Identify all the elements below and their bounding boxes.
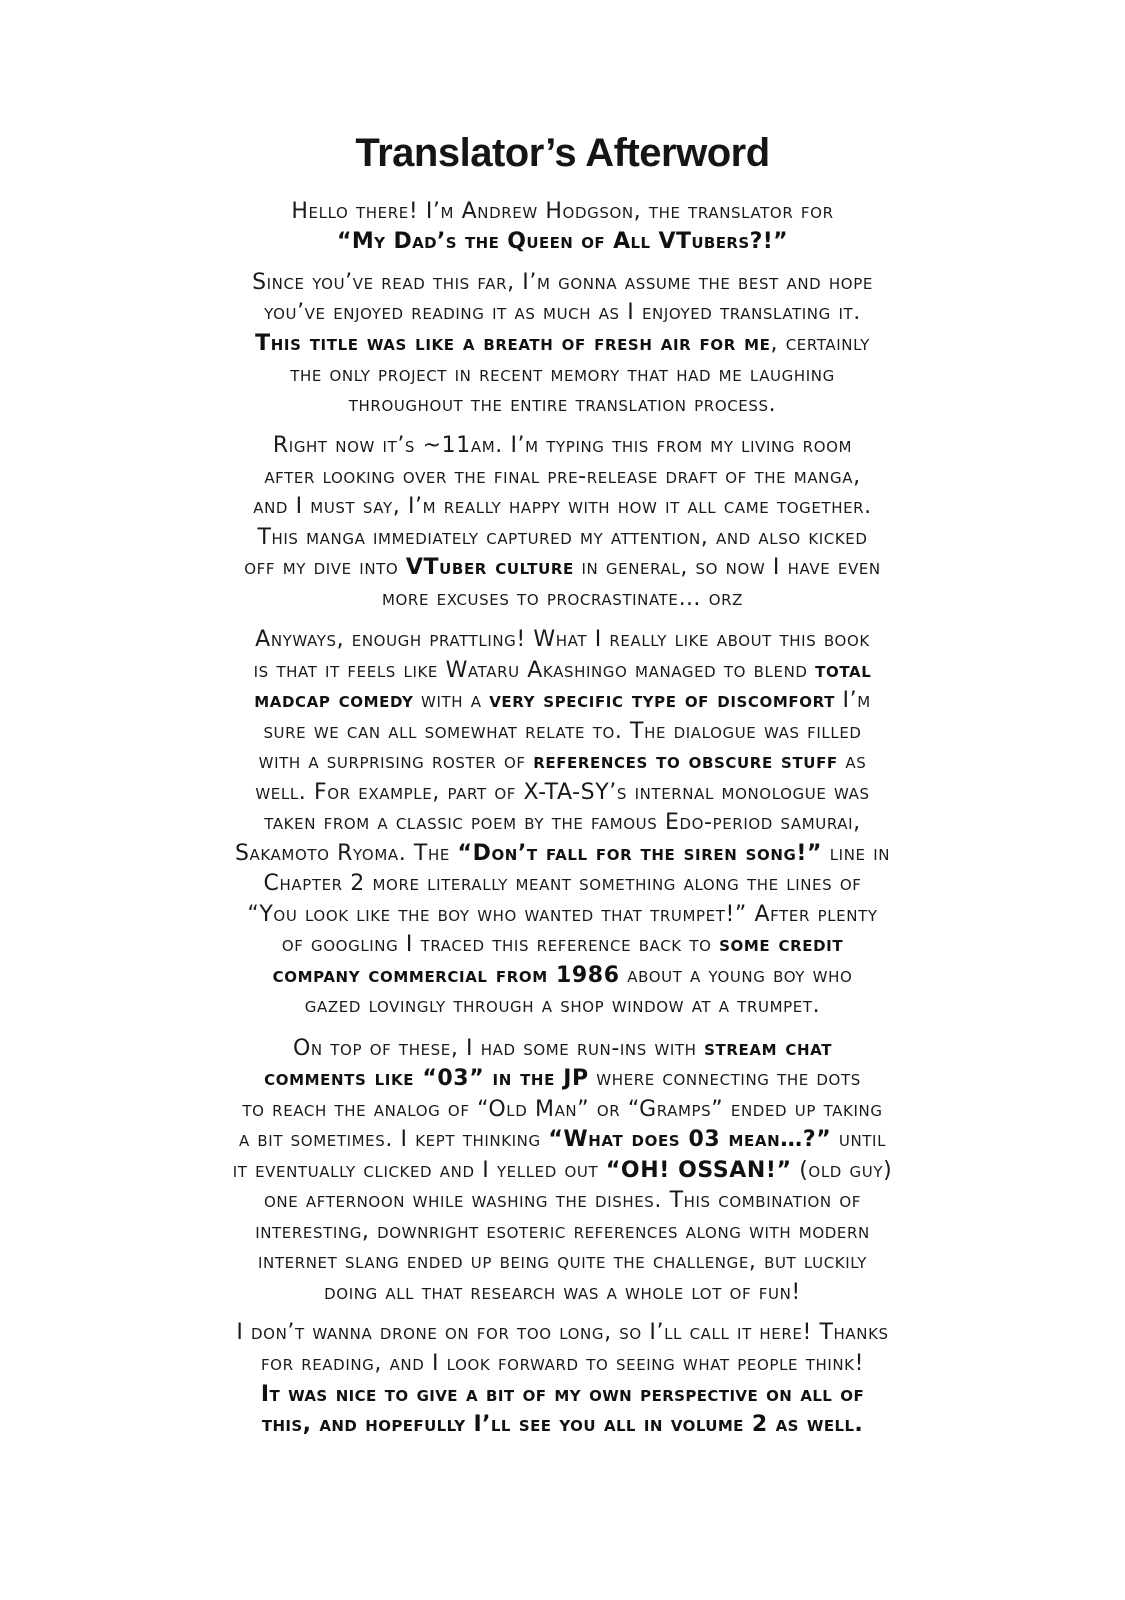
text-line bbox=[100, 961, 1025, 991]
text-line bbox=[100, 656, 1025, 686]
body-text: doing all that research was a whole lot of fun! bbox=[324, 1280, 801, 1305]
text-line bbox=[100, 1034, 1025, 1064]
text-line bbox=[100, 268, 1025, 298]
body-text: a bit sometimes. I kept thinking bbox=[238, 1127, 549, 1152]
body-text: Right now it’s ~11am. I’m typing this from my living room bbox=[272, 433, 853, 458]
emphasis-text: “My Dad’s the Queen of All VTubers?!” bbox=[336, 229, 789, 254]
body-text: I’m bbox=[834, 688, 871, 713]
text-line bbox=[100, 329, 1025, 359]
emphasis-text: “OH! OSSAN!” bbox=[605, 1158, 792, 1183]
body-text: Hello there! I’m Andrew Hodgson, the translator for bbox=[291, 199, 834, 224]
text-line bbox=[100, 227, 1025, 257]
body-text: “You look like the boy who wanted that trumpet!” After plenty bbox=[247, 902, 878, 927]
text-line bbox=[100, 1156, 1025, 1186]
text-line bbox=[100, 553, 1025, 583]
body-text: is that it feels like Wataru Akashingo managed to blend bbox=[253, 658, 816, 683]
text-line bbox=[100, 930, 1025, 960]
emphasis-text: “What does 03 mean…?” bbox=[548, 1127, 832, 1152]
emphasis-text: very specific type of discomfort bbox=[489, 688, 835, 713]
text-line bbox=[100, 1217, 1025, 1247]
body-text: in general, so now I have even bbox=[573, 555, 881, 580]
text-line bbox=[100, 462, 1025, 492]
text-line bbox=[100, 808, 1025, 838]
body-text: Sakamoto Ryoma. The bbox=[234, 841, 458, 866]
text-line bbox=[100, 584, 1025, 614]
body-text: you’ve enjoyed reading it as much as I enjoyed translating it. bbox=[264, 300, 861, 325]
page-title: Translator’s Afterword bbox=[355, 131, 770, 175]
body-text: one afternoon while washing the dishes. This combination of bbox=[264, 1188, 861, 1213]
emphasis-text: total bbox=[815, 658, 872, 683]
body-text: line in bbox=[822, 841, 891, 866]
emphasis-text: This title was like a breath of fresh air for me bbox=[255, 331, 771, 356]
text-line bbox=[100, 778, 1025, 808]
text-line bbox=[100, 1186, 1025, 1216]
body-text: as bbox=[837, 749, 867, 774]
text-line bbox=[100, 1278, 1025, 1308]
text-line bbox=[100, 900, 1025, 930]
emphasis-text: stream chat bbox=[704, 1036, 833, 1061]
body-text: well. For example, part of X-TA-SY’s internal monologue was bbox=[255, 780, 870, 805]
text-line bbox=[100, 1095, 1025, 1125]
body-text: Anyways, enough prattling! What I really like about this book bbox=[255, 627, 870, 652]
text-line bbox=[100, 1125, 1025, 1155]
body-text: interesting, downright esoteric references along with modern bbox=[255, 1219, 870, 1244]
body-text: (old guy) bbox=[791, 1158, 893, 1183]
emphasis-text: VTuber culture bbox=[405, 555, 574, 580]
body-text: On top of these, I had some run-ins with bbox=[292, 1036, 705, 1061]
body-text: throughout the entire translation process. bbox=[348, 392, 777, 417]
body-text: sure we can all somewhat relate to. The dialogue was filled bbox=[263, 719, 862, 744]
text-line bbox=[100, 1064, 1025, 1094]
body-text: Since you’ve read this far, I’m gonna assume the best and hope bbox=[252, 270, 873, 295]
body-text: more excuses to procrastinate… orz bbox=[381, 586, 744, 611]
body-text: to reach the analog of “Old Man” or “Gramps” ended up taking bbox=[242, 1097, 883, 1122]
body-text: and I must say, I’m really happy with how it all came together. bbox=[253, 494, 872, 519]
body-text: for reading, and I look forward to seeing what people think! bbox=[260, 1351, 865, 1376]
body-text: with a bbox=[413, 688, 490, 713]
body-text: I don’t wanna drone on for too long, so I’ll call it here! Thanks bbox=[236, 1320, 889, 1345]
body-text: , certainly bbox=[770, 331, 870, 356]
text-line bbox=[100, 1349, 1025, 1379]
text-line bbox=[100, 991, 1025, 1021]
text-line bbox=[100, 747, 1025, 777]
emphasis-text: It was nice to give a bit of my own perspective on all of bbox=[260, 1382, 865, 1407]
body-text: of googling I traced this reference back to bbox=[281, 932, 720, 957]
emphasis-text: “Don’t fall for the siren song!” bbox=[457, 841, 823, 866]
body-text: it eventually clicked and I yelled out bbox=[232, 1158, 606, 1183]
text-line bbox=[100, 717, 1025, 747]
emphasis-text: some credit bbox=[719, 932, 844, 957]
text-line bbox=[100, 523, 1025, 553]
body-text: This manga immediately captured my attention, and also kicked bbox=[257, 525, 868, 550]
body-text: Chapter 2 more literally meant something along the lines of bbox=[263, 871, 862, 896]
body-text: the only project in recent memory that had me laughing bbox=[290, 362, 835, 387]
text-line bbox=[100, 1410, 1025, 1440]
text-line bbox=[100, 431, 1025, 461]
emphasis-text: madcap comedy bbox=[254, 688, 414, 713]
emphasis-text: references to obscure stuff bbox=[533, 749, 838, 774]
text-line bbox=[100, 869, 1025, 899]
emphasis-text: this, and hopefully I’ll see you all in volume 2 as well. bbox=[261, 1412, 864, 1437]
emphasis-text: comments like “03” in the JP bbox=[264, 1066, 589, 1091]
text-line bbox=[100, 1380, 1025, 1410]
text-line bbox=[100, 1247, 1025, 1277]
text-line bbox=[100, 492, 1025, 522]
text-line bbox=[100, 197, 1025, 227]
body-text: with a surprising roster of bbox=[258, 749, 534, 774]
text-line bbox=[100, 1318, 1025, 1348]
body-text: after looking over the final pre-release draft of the manga, bbox=[264, 464, 861, 489]
body-text: about a young boy who bbox=[619, 963, 853, 988]
body-text: off my dive into bbox=[244, 555, 406, 580]
text-line bbox=[100, 298, 1025, 328]
body-text: internet slang ended up being quite the challenge, but luckily bbox=[258, 1249, 867, 1274]
text-line bbox=[100, 839, 1025, 869]
body-text: where connecting the dots bbox=[588, 1066, 861, 1091]
text-line bbox=[100, 686, 1025, 716]
body-text: taken from a classic poem by the famous Edo-period samurai, bbox=[264, 810, 861, 835]
text-line bbox=[100, 390, 1025, 420]
text-line bbox=[100, 625, 1025, 655]
body-text: gazed lovingly through a shop window at a trumpet. bbox=[304, 993, 821, 1018]
text-line bbox=[100, 360, 1025, 390]
emphasis-text: company commercial from 1986 bbox=[272, 963, 620, 988]
body-text: until bbox=[831, 1127, 887, 1152]
